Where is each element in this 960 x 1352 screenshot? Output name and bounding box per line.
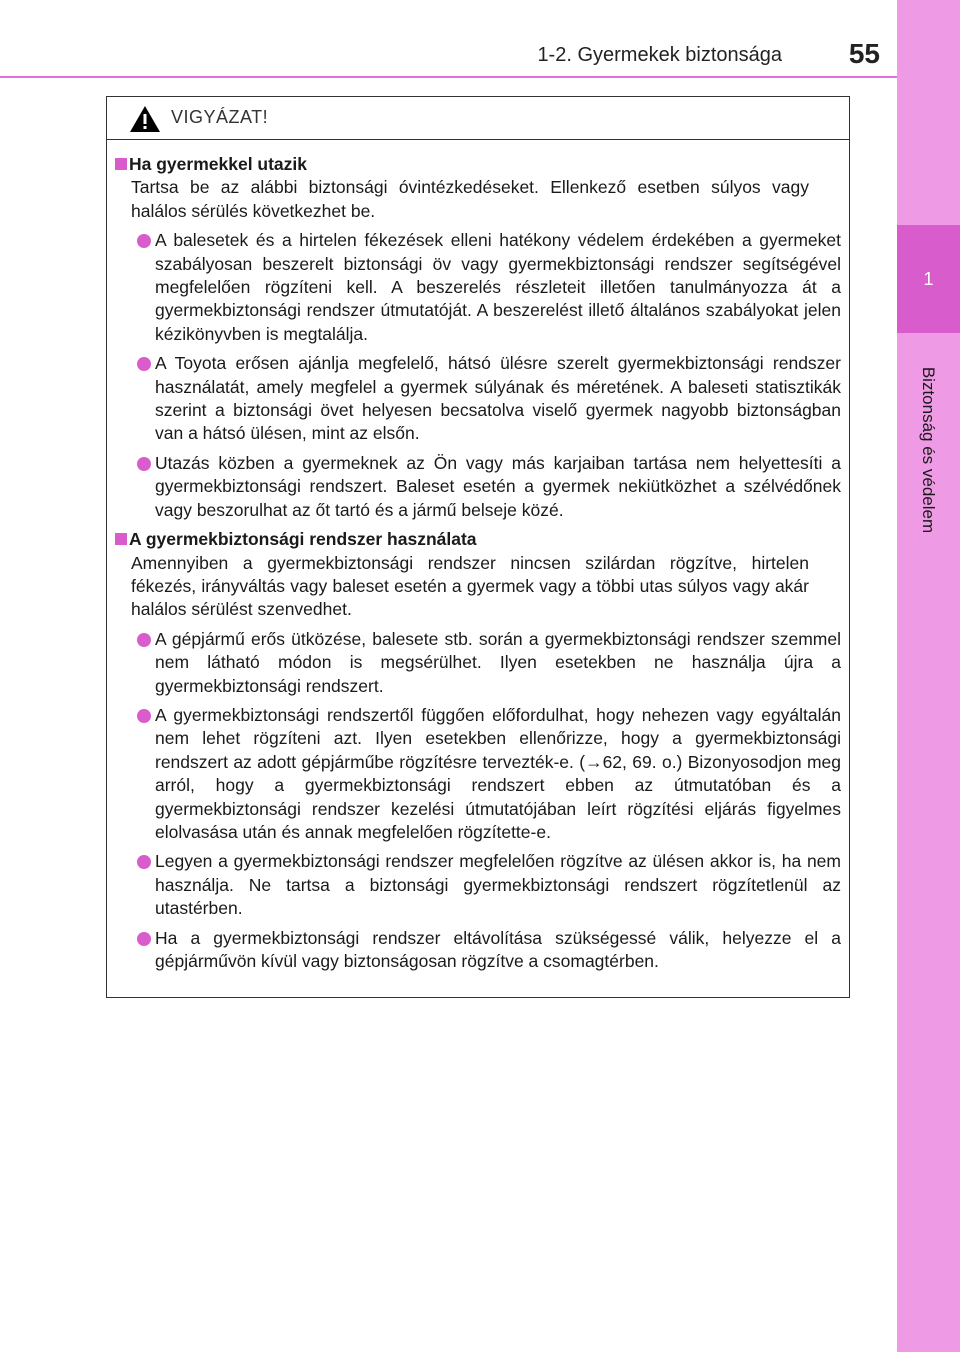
section-intro: Amennyiben a gyermekbiztonsági rendszer nincsen szilárdan rögzítve, hirtelen fékezés, irányváltás vagy baleset esetén a gyermek vagy a többi utas súlyos vagy akár halálos sérülést szenvedhet.: [131, 552, 809, 620]
list-item: Utazás közben a gyermeknek az Ön vagy más karjaiban tartása nem helyettesíti a gyermekbiztonsági rendszert. Baleset esetén a gyermek nekiütközhet a szélvédőnek vagy beszorulhat az őt tartó és a jármű belseje közé.: [107, 452, 849, 522]
warning-triangle-icon: [129, 105, 161, 133]
round-bullet-icon: [137, 932, 151, 946]
section-intro: Tartsa be az alábbi biztonsági óvintézkedéseket. Ellenkező esetben súlyos vagy halálos sérülés következhet be.: [131, 177, 809, 221]
round-bullet-icon: [137, 855, 151, 869]
round-bullet-icon: [137, 709, 151, 723]
section-traveling-with-child: [107, 153, 849, 522]
section-heading: [107, 153, 849, 176]
header-divider: [0, 76, 960, 78]
list-item: A gyermekbiztonsági rendszertől függően előfordulhat, hogy nehezen vagy egyáltalán nem lehet rögzíteni azt. Ilyen esetekben ellenőrizze, hogy a gyermekbiztonsági rendszert az adott gépjárműbe rögzítésre tervezték-e. (→62, 69. o.) Bizonyosodjon meg arról, hogy a gyermekbiztonsági rendszert ebben az útmutatóban és a gyermekbiztonsági rendszer kezelési útmutatójában leírt rögzítési eljárás figyelmes elolvasása után és annak megfelelően rögzítette-e.: [107, 704, 849, 844]
round-bullet-icon: [137, 457, 151, 471]
list-item: Ha a gyermekbiztonsági rendszer eltávolítása szükségessé válik, helyezze el a gépjárművön kívül vagy biztonságosan rögzítve a csomagtérben.: [107, 927, 849, 974]
list-item: A gépjármű erős ütközése, balesete stb. során a gyermekbiztonsági rendszer szemmel nem látható módon is megsérülhet. Ilyen esetekben ne használja újra a gyermekbiztonsági rendszert.: [107, 628, 849, 698]
list-item: A balesetek és a hirtelen fékezések elleni hatékony védelem érdekében a gyermeket szabályosan beszerelt biztonsági öv vagy gyermekbiztonsági rendszer segítségével megfelelően rögzíteni kell. A beszerelés részleteit illetően tanulmányozza át a gyermekbiztonsági rendszer útmutatóját. A beszerelést illető általános szabályokat jelen kézikönyvben is megtalálja.: [107, 229, 849, 346]
list-item: Legyen a gyermekbiztonsági rendszer megfelelően rögzítve az ülésen akkor is, ha nem használja. Ne tartsa a biztonsági gyermekbiztonsági rendszert rögzítetlenül az utastérben.: [107, 850, 849, 920]
chapter-number-tab: 1: [897, 225, 960, 333]
section-heading: [107, 528, 849, 551]
section-heading-text: Ha gyermekkel utazik: [129, 154, 308, 174]
section-title: 1-2. Gyermekek biztonsága: [537, 44, 782, 66]
square-bullet-icon: [115, 533, 127, 545]
section-child-restraint-use: [107, 528, 849, 973]
page-number: 55: [848, 38, 880, 69]
warning-body: [107, 153, 849, 979]
section-heading-text: A gyermekbiztonsági rendszer használata: [129, 529, 477, 550]
side-tab: [897, 0, 960, 1352]
list-item: A Toyota erősen ajánlja megfelelő, hátsó ülésre szerelt gyermekbiztonsági rendszer használatát, amely megfelel a gyermek súlyának és méretének. A baleseti statisztikák szerint a biztonsági övet helyesen becsatolva viselő gyermek nagyobb biztonságban van a hátsó ülésen, mint az elsőn.: [107, 352, 849, 446]
page-header: [0, 0, 960, 80]
warning-title: VIGYÁZAT!: [171, 107, 269, 127]
round-bullet-icon: [137, 357, 151, 371]
warning-header: [107, 97, 849, 140]
warning-box: [106, 96, 850, 998]
square-bullet-icon: [115, 158, 127, 170]
chapter-label: Biztonság és védelem: [919, 366, 938, 534]
round-bullet-icon: [137, 234, 151, 248]
round-bullet-icon: [137, 633, 151, 647]
